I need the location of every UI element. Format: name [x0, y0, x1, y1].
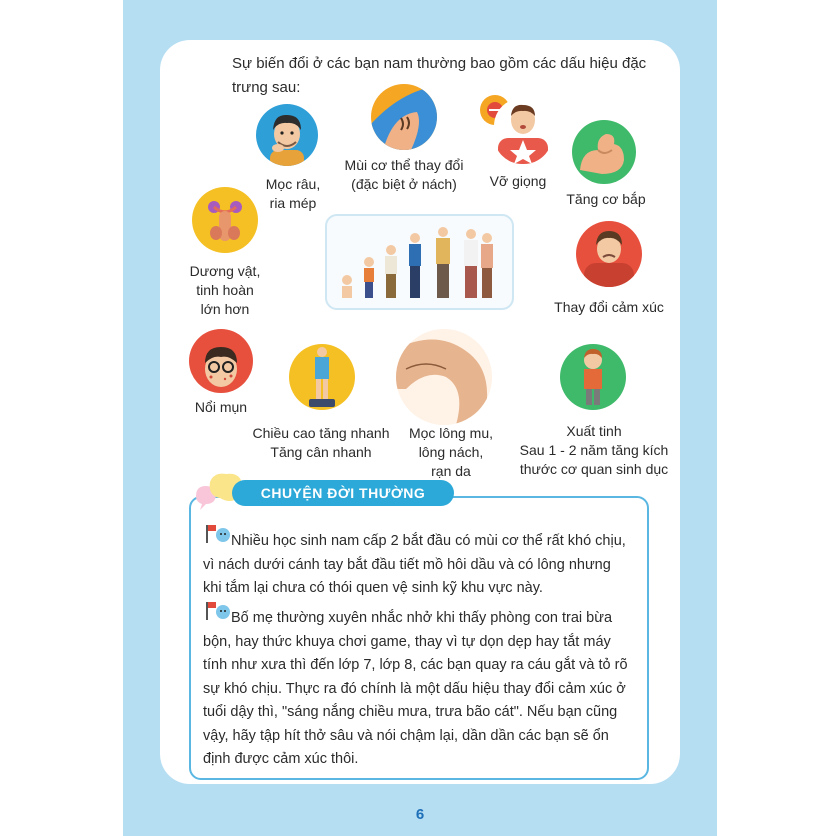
label-emotion: Thay đổi cảm xúc	[554, 299, 664, 315]
muscle-illustration	[572, 120, 636, 184]
reproductive-organ-illustration	[192, 187, 258, 253]
label-ejaculation: Xuất tinh Sau 1 - 2 năm tăng kích thước cơ quan sinh dục	[519, 423, 669, 477]
label-voice: Vỡ giọng	[489, 173, 547, 189]
intro-text: Sự biến đổi ở các bạn nam thường bao gồm các dấu hiệu đặc trưng sau:	[232, 55, 647, 96]
label-height-weight: Chiều cao tăng nhanh Tăng cân nhanh	[252, 425, 390, 460]
label-body-hair: Mọc lông mu, lông nách, rạn da	[408, 425, 494, 479]
growth-stages-illustration	[325, 214, 514, 310]
page-number: 6	[415, 806, 425, 823]
body-hair-illustration	[396, 329, 492, 425]
label-body-odor: Mùi cơ thể thay đổi (đặc biệt ở nách)	[344, 157, 464, 192]
ejaculation-illustration	[560, 344, 626, 410]
label-muscle: Tăng cơ bắp	[566, 191, 646, 207]
story-paragraph-2: Bố mẹ thường xuyên nhắc nhở khi thấy phòng con trai bừa bộn, hay thức khuya chơi game, thay vì tự dọn dẹp hay tắt máy tính như xưa thì đến lớp 7, lớp 8, các bạn quay ra cáu gắt và tỏ rõ sự khó chịu. Thực ra đó chính là một dấu hiệu thay đổi cảm xúc ở tuổi dậy thì, "sáng nắng chiều mưa, trưa bão cát". Nếu bạn cũng vậy, hãy tập hít thở sâu và nói chậm lại, dần dần các bạn sẽ ổn định được cảm xúc thôi.	[203, 610, 628, 767]
emotion-illustration	[576, 221, 642, 287]
height-weight-illustration	[289, 344, 355, 410]
beard-illustration	[256, 104, 318, 166]
story-title-banner: CHUYỆN ĐỜI THƯỜNG	[232, 480, 454, 506]
voice-illustration	[494, 98, 552, 164]
armpit-illustration	[371, 84, 437, 150]
label-beard: Mọc râu, ria mép	[265, 176, 321, 211]
acne-illustration	[189, 329, 253, 393]
label-acne: Nổi mụn	[194, 399, 248, 415]
story-paragraph-1: Nhiều học sinh nam cấp 2 bắt đầu có mùi cơ thể rất khó chịu, vì nách dưới cánh tay bắt đầu tiết mồ hôi dầu và có lông nhưng khi tắm lại chưa có thói quen vệ sinh kỹ khu vực này.	[203, 533, 626, 596]
label-genitals: Dương vật, tinh hoàn lớn hơn	[189, 263, 261, 317]
